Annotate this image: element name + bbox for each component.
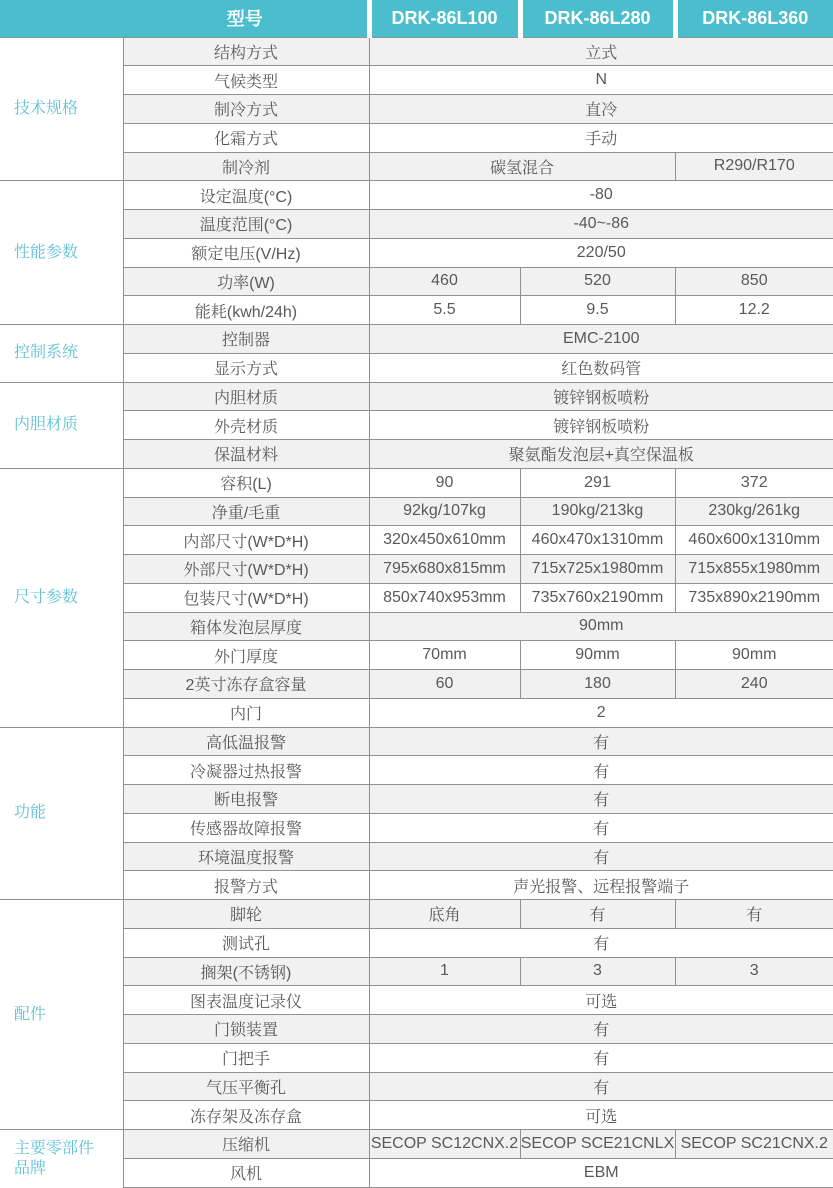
table-row [0, 813, 833, 842]
value-cell: 12.2 [675, 296, 833, 325]
value-cell: 碳氢混合 [369, 152, 675, 181]
table-row [0, 1015, 833, 1044]
table-row [0, 641, 833, 670]
value-cell: 520 [520, 267, 675, 296]
table-row [0, 928, 833, 957]
section-category-label: 尺寸参数 [0, 468, 123, 727]
value-cell: 底角 [369, 900, 520, 929]
value-cell: 240 [675, 670, 833, 699]
value-cell: EMC-2100 [369, 325, 833, 354]
value-cell: 3 [520, 957, 675, 986]
value-cell: 5.5 [369, 296, 520, 325]
table-row [0, 411, 833, 440]
table-row [0, 698, 833, 727]
table-row [0, 267, 833, 296]
parameter-name: 冷凝器过热报警 [123, 756, 369, 785]
value-cell: 直冷 [369, 95, 833, 124]
value-cell: 850 [675, 267, 833, 296]
table-row [0, 353, 833, 382]
value-cell: 有 [369, 727, 833, 756]
table-row [0, 871, 833, 900]
value-cell: 795x680x815mm [369, 555, 520, 584]
value-cell: 有 [369, 1043, 833, 1072]
value-cell: 声光报警、远程报警端子 [369, 871, 833, 900]
value-cell: 可选 [369, 986, 833, 1015]
parameter-name: 结构方式 [123, 37, 369, 66]
table-row [0, 497, 833, 526]
value-cell: 90 [369, 468, 520, 497]
parameter-name: 容积(L) [123, 468, 369, 497]
parameter-name: 控制器 [123, 325, 369, 354]
table-row [0, 37, 833, 66]
header-row [0, 0, 833, 37]
value-cell: SECOP SC21CNX.2 [675, 1130, 833, 1159]
table-row [0, 1072, 833, 1101]
parameter-name: 制冷方式 [123, 95, 369, 124]
table-row [0, 95, 833, 124]
value-cell: 90mm [520, 641, 675, 670]
table-row [0, 785, 833, 814]
value-cell: 715x855x1980mm [675, 555, 833, 584]
parameter-name: 图表温度记录仪 [123, 986, 369, 1015]
table-row [0, 325, 833, 354]
value-cell: 有 [369, 785, 833, 814]
table-row [0, 612, 833, 641]
parameter-name: 风机 [123, 1158, 369, 1187]
parameter-name: 内门 [123, 698, 369, 727]
parameter-name: 内部尺寸(W*D*H) [123, 526, 369, 555]
table-row [0, 727, 833, 756]
table-row [0, 670, 833, 699]
value-cell: 聚氨酯发泡层+真空保温板 [369, 440, 833, 469]
parameter-name: 测试孔 [123, 928, 369, 957]
value-cell: 9.5 [520, 296, 675, 325]
section-category-label: 控制系统 [0, 325, 123, 383]
table-row [0, 583, 833, 612]
value-cell: -80 [369, 181, 833, 210]
parameter-name: 保温材料 [123, 440, 369, 469]
table-row [0, 296, 833, 325]
value-cell: 190kg/213kg [520, 497, 675, 526]
value-cell: 有 [520, 900, 675, 929]
value-cell: 镀锌钢板喷粉 [369, 382, 833, 411]
value-cell: 230kg/261kg [675, 497, 833, 526]
parameter-name: 箱体发泡层厚度 [123, 612, 369, 641]
value-cell: 可选 [369, 1101, 833, 1130]
value-cell: 镀锌钢板喷粉 [369, 411, 833, 440]
value-cell: 红色数码管 [369, 353, 833, 382]
value-cell: 715x725x1980mm [520, 555, 675, 584]
section-category-label: 主要零部件品牌 [0, 1130, 123, 1188]
model-column-header: 型号 [0, 0, 369, 37]
table-row [0, 123, 833, 152]
value-cell: 320x450x610mm [369, 526, 520, 555]
parameter-name: 外门厚度 [123, 641, 369, 670]
value-cell: EBM [369, 1158, 833, 1187]
table-row [0, 181, 833, 210]
table-row [0, 526, 833, 555]
parameter-name: 高低温报警 [123, 727, 369, 756]
section-category-label: 内胆材质 [0, 382, 123, 468]
value-cell: 90mm [369, 612, 833, 641]
section-category-label: 功能 [0, 727, 123, 900]
parameter-name: 搁架(不锈钢) [123, 957, 369, 986]
parameter-name: 净重/毛重 [123, 497, 369, 526]
table-row [0, 238, 833, 267]
value-cell: 1 [369, 957, 520, 986]
value-cell: 有 [675, 900, 833, 929]
parameter-name: 制冷剂 [123, 152, 369, 181]
table-row [0, 1158, 833, 1187]
value-cell: 460x600x1310mm [675, 526, 833, 555]
model-header-drk-86l100: DRK-86L100 [369, 0, 520, 37]
value-cell: 有 [369, 1072, 833, 1101]
parameter-name: 外壳材质 [123, 411, 369, 440]
value-cell: 735x760x2190mm [520, 583, 675, 612]
table-row [0, 1043, 833, 1072]
parameter-name: 断电报警 [123, 785, 369, 814]
value-cell: 有 [369, 813, 833, 842]
value-cell: 有 [369, 756, 833, 785]
parameter-name: 环境温度报警 [123, 842, 369, 871]
value-cell: 3 [675, 957, 833, 986]
value-cell: 735x890x2190mm [675, 583, 833, 612]
value-cell: SECOP SCE21CNLX [520, 1130, 675, 1159]
table-row [0, 1101, 833, 1130]
parameter-name: 化霜方式 [123, 123, 369, 152]
parameter-name: 门锁装置 [123, 1015, 369, 1044]
section-category-label: 性能参数 [0, 181, 123, 325]
parameter-name: 温度范围(°C) [123, 210, 369, 239]
parameter-name: 报警方式 [123, 871, 369, 900]
table-row [0, 555, 833, 584]
parameter-name: 气压平衡孔 [123, 1072, 369, 1101]
table-row [0, 1130, 833, 1159]
parameter-name: 2英寸冻存盒容量 [123, 670, 369, 699]
parameter-name: 气候类型 [123, 66, 369, 95]
value-cell: 220/50 [369, 238, 833, 267]
parameter-name: 包装尺寸(W*D*H) [123, 583, 369, 612]
table-row [0, 756, 833, 785]
table-row [0, 66, 833, 95]
value-cell: 有 [369, 842, 833, 871]
value-cell: N [369, 66, 833, 95]
value-cell: 180 [520, 670, 675, 699]
parameter-name: 压缩机 [123, 1130, 369, 1159]
parameter-name: 显示方式 [123, 353, 369, 382]
value-cell: 60 [369, 670, 520, 699]
value-cell: 手动 [369, 123, 833, 152]
value-cell: 立式 [369, 37, 833, 66]
section-category-label: 配件 [0, 900, 123, 1130]
value-cell: R290/R170 [675, 152, 833, 181]
table-row [0, 382, 833, 411]
table-row [0, 152, 833, 181]
model-header-drk-86l280: DRK-86L280 [520, 0, 675, 37]
value-cell: 850x740x953mm [369, 583, 520, 612]
table-row [0, 468, 833, 497]
parameter-name: 内胆材质 [123, 382, 369, 411]
value-cell: 70mm [369, 641, 520, 670]
table-row [0, 842, 833, 871]
value-cell: 291 [520, 468, 675, 497]
parameter-name: 外部尺寸(W*D*H) [123, 555, 369, 584]
section-category-label: 技术规格 [0, 37, 123, 181]
table-row [0, 900, 833, 929]
value-cell: 92kg/107kg [369, 497, 520, 526]
value-cell: 有 [369, 928, 833, 957]
value-cell: 372 [675, 468, 833, 497]
value-cell: 460 [369, 267, 520, 296]
parameter-name: 门把手 [123, 1043, 369, 1072]
parameter-name: 设定温度(°C) [123, 181, 369, 210]
value-cell: 2 [369, 698, 833, 727]
parameter-name: 额定电压(V/Hz) [123, 238, 369, 267]
table-row [0, 957, 833, 986]
table-row [0, 210, 833, 239]
parameter-name: 功率(W) [123, 267, 369, 296]
value-cell: -40~-86 [369, 210, 833, 239]
parameter-name: 冻存架及冻存盒 [123, 1101, 369, 1130]
value-cell: 90mm [675, 641, 833, 670]
spec-table-body [0, 37, 833, 1187]
parameter-name: 能耗(kwh/24h) [123, 296, 369, 325]
value-cell: SECOP SC12CNX.2 [369, 1130, 520, 1159]
parameter-name: 传感器故障报警 [123, 813, 369, 842]
model-header-drk-86l360: DRK-86L360 [675, 0, 833, 37]
table-row [0, 440, 833, 469]
value-cell: 460x470x1310mm [520, 526, 675, 555]
table-row [0, 986, 833, 1015]
value-cell: 有 [369, 1015, 833, 1044]
parameter-name: 脚轮 [123, 900, 369, 929]
